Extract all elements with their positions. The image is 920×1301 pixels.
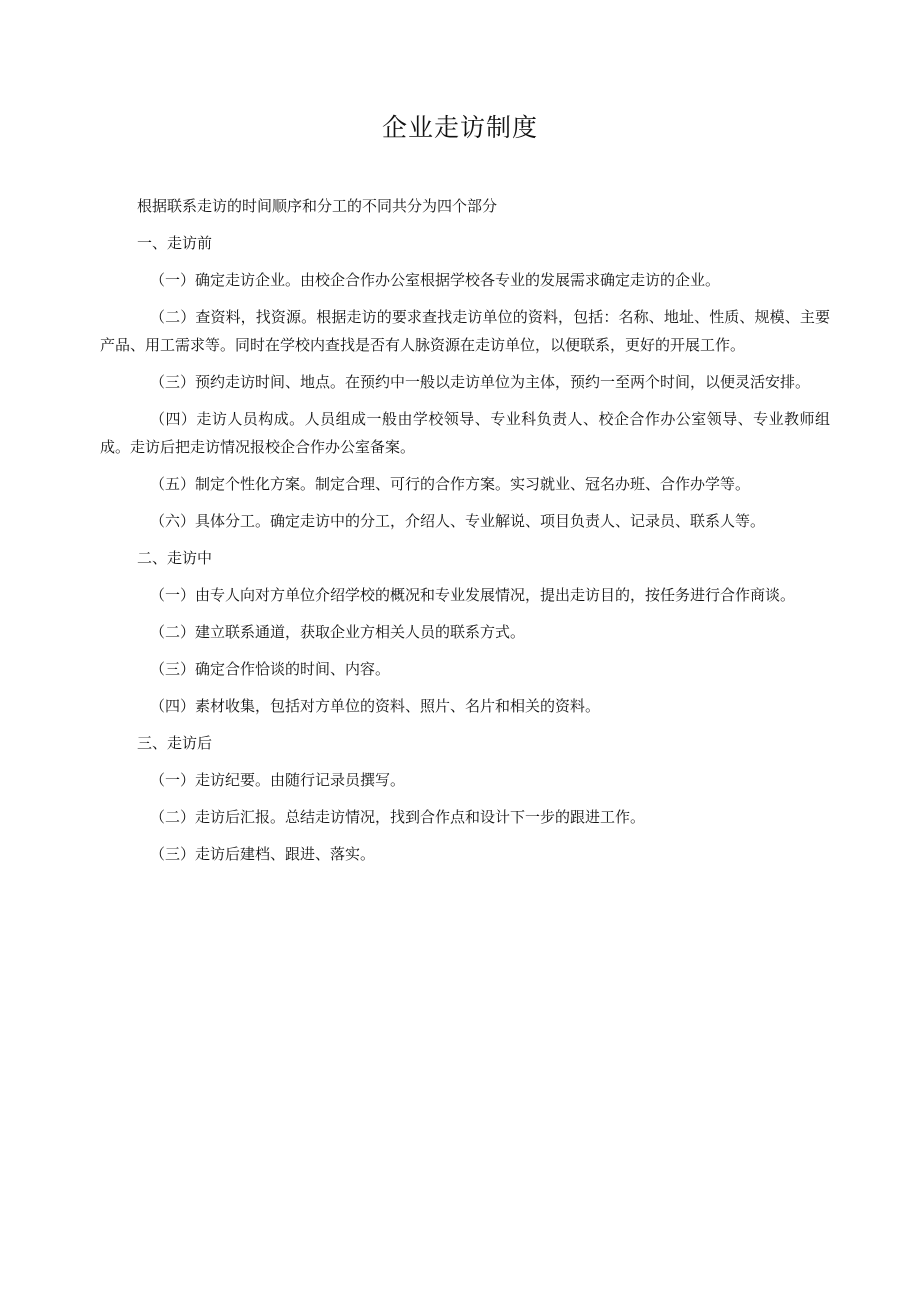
document-body (100, 192, 830, 877)
paragraph-before-6: （六）具体分工。确定走访中的分工，介绍人、专业解说、项目负责人、记录员、联系人等。 (150, 512, 766, 530)
paragraph-after-1: （一）走访纪要。由随行记录员撰写。 (150, 771, 406, 789)
paragraph-during-3: （三）确定合作恰谈的时间、内容。 (150, 660, 391, 678)
paragraph-during-2: （二）建立联系通道，获取企业方相关人员的联系方式。 (150, 623, 526, 641)
paragraph-after-2: （二）走访后汇报。总结走访情况，找到合作点和设计下一步的跟进工作。 (150, 808, 646, 826)
section-heading-during-visit: 二、走访中 (137, 549, 213, 567)
paragraph-after-3: （三）走访后建档、跟进、落实。 (150, 845, 376, 863)
section-heading-before-visit: 一、走访前 (137, 234, 213, 252)
paragraph-during-4: （四）素材收集，包括对方单位的资料、照片、名片和相关的资料。 (150, 697, 601, 715)
intro-paragraph: 根据联系走访的时间顺序和分工的不同共分为四个部分 (137, 197, 498, 215)
paragraph-before-5: （五）制定个性化方案。制定合理、可行的合作方案。实习就业、冠名办班、合作办学等。 (150, 475, 751, 493)
paragraph-before-4: （四）走访人员构成。人员组成一般由学校领导、专业科负责人、校企合作办公室领导、专业教师组成。走访后把走访情况报校企合作办公室备案。 (100, 410, 830, 456)
paragraph-during-1: （一）由专人向对方单位介绍学校的概况和专业发展情况，提出走访目的，按任务进行合作商谈。 (150, 586, 796, 604)
section-heading-after-visit: 三、走访后 (137, 734, 213, 752)
document-title: 企业走访制度 (381, 113, 538, 142)
paragraph-before-3: （三）预约走访时间、地点。在预约中一般以走访单位为主体，预约一至两个时间，以便灵活安排。 (150, 373, 811, 391)
paragraph-before-1: （一）确定走访企业。由校企合作办公室根据学校各专业的发展需求确定走访的企业。 (150, 271, 721, 289)
paragraph-before-2: （二）查资料，找资源。根据走访的要求查找走访单位的资料，包括：名称、地址、性质、规模、主要产品、用工需求等。同时在学校内查找是否有人脉资源在走访单位，以便联系，更好的开展工作。 (100, 308, 830, 354)
